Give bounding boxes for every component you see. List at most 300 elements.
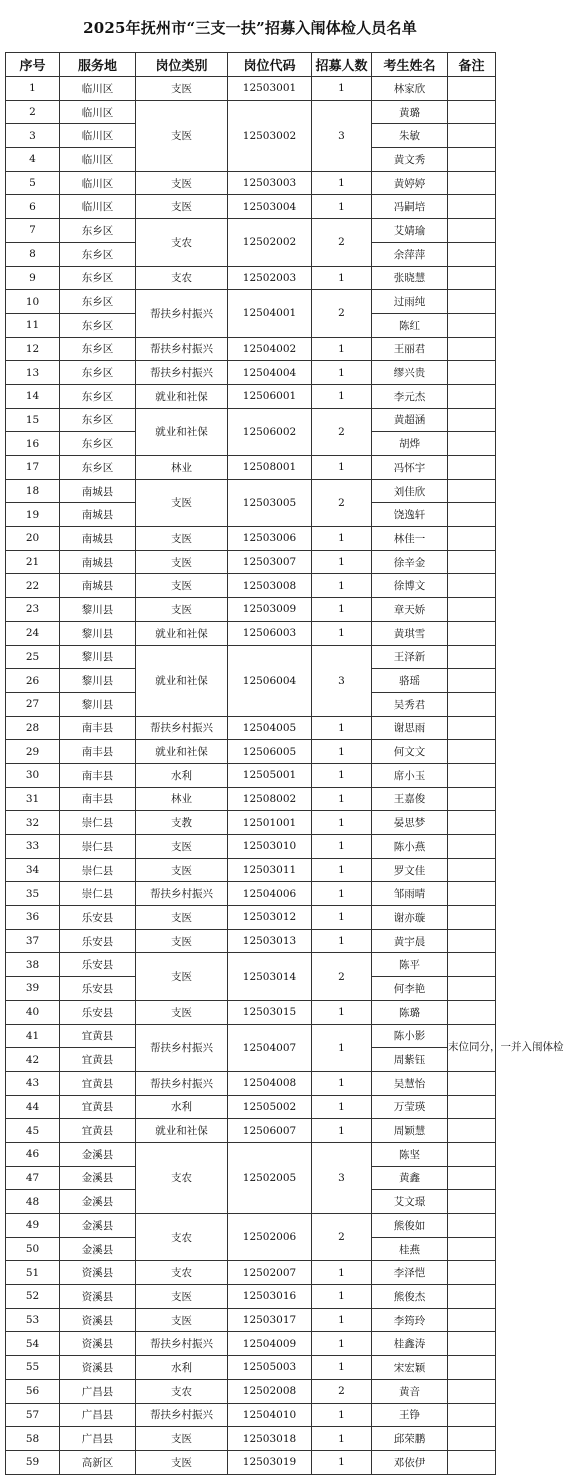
row-number-cell: 11 bbox=[6, 313, 60, 337]
post-category-cell: 帮扶乡村振兴 bbox=[136, 1024, 228, 1071]
row-number-cell: 12 bbox=[6, 337, 60, 361]
post-code-cell: 12503010 bbox=[228, 835, 312, 859]
row-number-cell: 55 bbox=[6, 1356, 60, 1380]
row-number-cell: 40 bbox=[6, 1000, 60, 1024]
row-number-cell: 44 bbox=[6, 1095, 60, 1119]
table-row bbox=[6, 740, 496, 764]
recruit-count-cell: 1 bbox=[312, 882, 372, 906]
service-location-cell: 资溪县 bbox=[60, 1308, 136, 1332]
post-category-cell: 帮扶乡村振兴 bbox=[136, 290, 228, 337]
remarks-cell bbox=[448, 1000, 496, 1024]
post-code-cell: 12503003 bbox=[228, 171, 312, 195]
service-location-cell: 临川区 bbox=[60, 148, 136, 172]
remarks-cell bbox=[448, 195, 496, 219]
service-location-cell: 临川区 bbox=[60, 77, 136, 101]
post-code-cell: 12503018 bbox=[228, 1427, 312, 1451]
post-code-cell: 12503015 bbox=[228, 1000, 312, 1024]
post-category-cell: 支医 bbox=[136, 195, 228, 219]
candidate-name-cell: 李泽恺 bbox=[372, 1261, 448, 1285]
candidate-name-cell: 陈小燕 bbox=[372, 835, 448, 859]
service-location-cell: 高新区 bbox=[60, 1450, 136, 1474]
recruit-count-cell: 1 bbox=[312, 811, 372, 835]
recruit-count-cell: 1 bbox=[312, 621, 372, 645]
remarks-cell bbox=[448, 1356, 496, 1380]
recruit-count-cell: 1 bbox=[312, 835, 372, 859]
candidate-name-cell: 胡烨 bbox=[372, 432, 448, 456]
candidate-name-cell: 艾婧瑜 bbox=[372, 219, 448, 243]
row-number-cell: 19 bbox=[6, 503, 60, 527]
remarks-cell bbox=[448, 1427, 496, 1451]
service-location-cell: 南城县 bbox=[60, 479, 136, 503]
remarks-cell bbox=[448, 621, 496, 645]
row-number-cell: 13 bbox=[6, 361, 60, 385]
row-number-cell: 53 bbox=[6, 1308, 60, 1332]
remarks-cell bbox=[448, 242, 496, 266]
column-header: 备注 bbox=[448, 53, 496, 77]
recruit-count-cell: 1 bbox=[312, 929, 372, 953]
post-category-cell: 支医 bbox=[136, 527, 228, 551]
candidate-name-cell: 吴秀君 bbox=[372, 692, 448, 716]
row-number-cell: 2 bbox=[6, 100, 60, 124]
service-location-cell: 宜黄县 bbox=[60, 1048, 136, 1072]
post-code-cell: 12503012 bbox=[228, 906, 312, 930]
row-number-cell: 5 bbox=[6, 171, 60, 195]
post-code-cell: 12503016 bbox=[228, 1285, 312, 1309]
candidate-name-cell: 朱敏 bbox=[372, 124, 448, 148]
table-row bbox=[6, 716, 496, 740]
post-category-cell: 支医 bbox=[136, 858, 228, 882]
row-number-cell: 7 bbox=[6, 219, 60, 243]
service-location-cell: 东乡区 bbox=[60, 408, 136, 432]
post-category-cell: 帮扶乡村振兴 bbox=[136, 1071, 228, 1095]
row-number-cell: 15 bbox=[6, 408, 60, 432]
table-row bbox=[6, 1308, 496, 1332]
recruit-count-cell: 1 bbox=[312, 550, 372, 574]
service-location-cell: 金溪县 bbox=[60, 1237, 136, 1261]
service-location-cell: 东乡区 bbox=[60, 384, 136, 408]
remarks-cell bbox=[448, 550, 496, 574]
candidate-name-cell: 王铮 bbox=[372, 1403, 448, 1427]
row-number-cell: 52 bbox=[6, 1285, 60, 1309]
recruit-count-cell: 3 bbox=[312, 100, 372, 171]
remarks-cell bbox=[448, 574, 496, 598]
row-number-cell: 38 bbox=[6, 953, 60, 977]
remarks-cell bbox=[448, 337, 496, 361]
row-number-cell: 30 bbox=[6, 763, 60, 787]
table-row bbox=[6, 763, 496, 787]
remarks-cell bbox=[448, 456, 496, 480]
table-row bbox=[6, 645, 496, 669]
service-location-cell: 乐安县 bbox=[60, 953, 136, 977]
post-category-cell: 支医 bbox=[136, 906, 228, 930]
recruit-count-cell: 1 bbox=[312, 1356, 372, 1380]
post-code-cell: 12502002 bbox=[228, 219, 312, 266]
recruit-count-cell: 1 bbox=[312, 1261, 372, 1285]
service-location-cell: 南丰县 bbox=[60, 763, 136, 787]
post-category-cell: 帮扶乡村振兴 bbox=[136, 361, 228, 385]
post-category-cell: 就业和社保 bbox=[136, 1119, 228, 1143]
post-category-cell: 就业和社保 bbox=[136, 621, 228, 645]
row-number-cell: 14 bbox=[6, 384, 60, 408]
recruit-count-cell: 1 bbox=[312, 77, 372, 101]
remarks-cell bbox=[448, 1308, 496, 1332]
candidate-name-cell: 周紫钰 bbox=[372, 1048, 448, 1072]
table-row bbox=[6, 479, 496, 503]
row-number-cell: 23 bbox=[6, 598, 60, 622]
row-number-cell: 32 bbox=[6, 811, 60, 835]
service-location-cell: 南丰县 bbox=[60, 740, 136, 764]
table-row bbox=[6, 100, 496, 124]
recruit-count-cell: 3 bbox=[312, 1142, 372, 1213]
row-number-cell: 39 bbox=[6, 977, 60, 1001]
remarks-cell bbox=[448, 1166, 496, 1190]
recruit-count-cell: 1 bbox=[312, 1071, 372, 1095]
service-location-cell: 金溪县 bbox=[60, 1214, 136, 1238]
candidate-name-cell: 王丽君 bbox=[372, 337, 448, 361]
remarks-cell bbox=[448, 408, 496, 432]
candidate-name-cell: 黄超涵 bbox=[372, 408, 448, 432]
post-code-cell: 12503014 bbox=[228, 953, 312, 1000]
service-location-cell: 黎川县 bbox=[60, 669, 136, 693]
service-location-cell: 崇仁县 bbox=[60, 882, 136, 906]
candidate-name-cell: 黄璐 bbox=[372, 100, 448, 124]
candidate-name-cell: 黄宇晨 bbox=[372, 929, 448, 953]
recruit-count-cell: 1 bbox=[312, 1095, 372, 1119]
candidate-name-cell: 谢思雨 bbox=[372, 716, 448, 740]
table-row bbox=[6, 835, 496, 859]
table-row bbox=[6, 1000, 496, 1024]
row-number-cell: 3 bbox=[6, 124, 60, 148]
service-location-cell: 东乡区 bbox=[60, 432, 136, 456]
service-location-cell: 崇仁县 bbox=[60, 858, 136, 882]
candidate-name-cell: 张晓慧 bbox=[372, 266, 448, 290]
recruit-count-cell: 2 bbox=[312, 479, 372, 526]
service-location-cell: 东乡区 bbox=[60, 219, 136, 243]
row-number-cell: 35 bbox=[6, 882, 60, 906]
table-row bbox=[6, 574, 496, 598]
service-location-cell: 宜黄县 bbox=[60, 1024, 136, 1048]
service-location-cell: 黎川县 bbox=[60, 692, 136, 716]
table-row bbox=[6, 550, 496, 574]
table-row bbox=[6, 953, 496, 977]
post-category-cell: 林业 bbox=[136, 456, 228, 480]
post-code-cell: 12503001 bbox=[228, 77, 312, 101]
recruit-count-cell: 1 bbox=[312, 598, 372, 622]
post-category-cell: 支医 bbox=[136, 100, 228, 171]
roster-table bbox=[5, 52, 564, 1475]
post-code-cell: 12503008 bbox=[228, 574, 312, 598]
post-code-cell: 12503017 bbox=[228, 1308, 312, 1332]
table-row bbox=[6, 882, 496, 906]
recruit-count-cell: 1 bbox=[312, 906, 372, 930]
candidate-name-cell: 黄文秀 bbox=[372, 148, 448, 172]
post-code-cell: 12504004 bbox=[228, 361, 312, 385]
column-header: 考生姓名 bbox=[372, 53, 448, 77]
recruit-count-cell: 2 bbox=[312, 953, 372, 1000]
row-number-cell: 25 bbox=[6, 645, 60, 669]
row-number-cell: 20 bbox=[6, 527, 60, 551]
candidate-name-cell: 晏思梦 bbox=[372, 811, 448, 835]
post-category-cell: 支医 bbox=[136, 1450, 228, 1474]
post-category-cell: 支医 bbox=[136, 1308, 228, 1332]
table-row bbox=[6, 195, 496, 219]
candidate-name-cell: 李元杰 bbox=[372, 384, 448, 408]
recruit-count-cell: 2 bbox=[312, 408, 372, 455]
row-number-cell: 37 bbox=[6, 929, 60, 953]
service-location-cell: 资溪县 bbox=[60, 1285, 136, 1309]
row-number-cell: 34 bbox=[6, 858, 60, 882]
remarks-cell bbox=[448, 906, 496, 930]
post-code-cell: 12504009 bbox=[228, 1332, 312, 1356]
table-row bbox=[6, 361, 496, 385]
candidate-name-cell: 陈坚 bbox=[372, 1142, 448, 1166]
remarks-cell bbox=[448, 598, 496, 622]
service-location-cell: 南城县 bbox=[60, 550, 136, 574]
candidate-name-cell: 饶逸轩 bbox=[372, 503, 448, 527]
service-location-cell: 东乡区 bbox=[60, 290, 136, 314]
service-location-cell: 乐安县 bbox=[60, 929, 136, 953]
post-category-cell: 就业和社保 bbox=[136, 408, 228, 455]
post-code-cell: 12506004 bbox=[228, 645, 312, 716]
recruit-count-cell: 2 bbox=[312, 1379, 372, 1403]
post-code-cell: 12504002 bbox=[228, 337, 312, 361]
row-number-cell: 50 bbox=[6, 1237, 60, 1261]
service-location-cell: 东乡区 bbox=[60, 456, 136, 480]
post-category-cell: 帮扶乡村振兴 bbox=[136, 1403, 228, 1427]
candidate-name-cell: 缪兴贵 bbox=[372, 361, 448, 385]
row-number-cell: 10 bbox=[6, 290, 60, 314]
candidate-name-cell: 陈璐 bbox=[372, 1000, 448, 1024]
recruit-count-cell: 2 bbox=[312, 290, 372, 337]
remarks-cell bbox=[448, 313, 496, 337]
remarks-cell bbox=[448, 929, 496, 953]
post-code-cell: 12503011 bbox=[228, 858, 312, 882]
column-header: 招募人数 bbox=[312, 53, 372, 77]
recruit-count-cell: 1 bbox=[312, 1450, 372, 1474]
remarks-cell bbox=[448, 361, 496, 385]
remarks-cell bbox=[448, 1071, 496, 1095]
remarks-cell bbox=[448, 479, 496, 503]
table-row bbox=[6, 858, 496, 882]
recruit-count-cell: 1 bbox=[312, 1119, 372, 1143]
candidate-name-cell: 王嘉俊 bbox=[372, 787, 448, 811]
post-code-cell: 12503006 bbox=[228, 527, 312, 551]
service-location-cell: 临川区 bbox=[60, 100, 136, 124]
table-row bbox=[6, 1214, 496, 1238]
service-location-cell: 金溪县 bbox=[60, 1190, 136, 1214]
service-location-cell: 东乡区 bbox=[60, 361, 136, 385]
candidate-name-cell: 章天娇 bbox=[372, 598, 448, 622]
row-number-cell: 57 bbox=[6, 1403, 60, 1427]
post-category-cell: 支农 bbox=[136, 219, 228, 266]
remarks-cell bbox=[448, 1332, 496, 1356]
remarks-cell bbox=[448, 977, 496, 1001]
post-code-cell: 12505003 bbox=[228, 1356, 312, 1380]
candidate-name-cell: 席小玉 bbox=[372, 763, 448, 787]
row-number-cell: 16 bbox=[6, 432, 60, 456]
candidate-name-cell: 冯嗣培 bbox=[372, 195, 448, 219]
row-number-cell: 17 bbox=[6, 456, 60, 480]
post-code-cell: 12505002 bbox=[228, 1095, 312, 1119]
remarks-cell bbox=[448, 219, 496, 243]
row-number-cell: 27 bbox=[6, 692, 60, 716]
recruit-count-cell: 1 bbox=[312, 858, 372, 882]
post-code-cell: 12506001 bbox=[228, 384, 312, 408]
recruit-count-cell: 1 bbox=[312, 787, 372, 811]
post-code-cell: 12505001 bbox=[228, 763, 312, 787]
table-row bbox=[6, 1379, 496, 1403]
table-row bbox=[6, 384, 496, 408]
service-location-cell: 黎川县 bbox=[60, 598, 136, 622]
row-number-cell: 51 bbox=[6, 1261, 60, 1285]
row-number-cell: 46 bbox=[6, 1142, 60, 1166]
table-row bbox=[6, 1095, 496, 1119]
remarks-cell bbox=[448, 835, 496, 859]
table-row bbox=[6, 1071, 496, 1095]
post-code-cell: 12502005 bbox=[228, 1142, 312, 1213]
table-row bbox=[6, 1450, 496, 1474]
post-category-cell: 水利 bbox=[136, 1356, 228, 1380]
post-code-cell: 12502006 bbox=[228, 1214, 312, 1261]
post-category-cell: 帮扶乡村振兴 bbox=[136, 1332, 228, 1356]
post-code-cell: 12504008 bbox=[228, 1071, 312, 1095]
table-row bbox=[6, 337, 496, 361]
service-location-cell: 崇仁县 bbox=[60, 811, 136, 835]
row-number-cell: 31 bbox=[6, 787, 60, 811]
recruit-count-cell: 2 bbox=[312, 1214, 372, 1261]
table-row bbox=[6, 1332, 496, 1356]
post-code-cell: 12504006 bbox=[228, 882, 312, 906]
post-category-cell: 帮扶乡村振兴 bbox=[136, 716, 228, 740]
service-location-cell: 崇仁县 bbox=[60, 835, 136, 859]
table-row bbox=[6, 266, 496, 290]
row-number-cell: 49 bbox=[6, 1214, 60, 1238]
row-number-cell: 21 bbox=[6, 550, 60, 574]
candidate-name-cell: 李筠玲 bbox=[372, 1308, 448, 1332]
remarks-cell bbox=[448, 1450, 496, 1474]
column-header: 岗位代码 bbox=[228, 53, 312, 77]
service-location-cell: 东乡区 bbox=[60, 266, 136, 290]
service-location-cell: 广昌县 bbox=[60, 1403, 136, 1427]
table-row bbox=[6, 290, 496, 314]
table-row bbox=[6, 1142, 496, 1166]
post-category-cell: 支教 bbox=[136, 811, 228, 835]
candidate-name-cell: 黄鑫 bbox=[372, 1166, 448, 1190]
row-number-cell: 56 bbox=[6, 1379, 60, 1403]
post-code-cell: 12504005 bbox=[228, 716, 312, 740]
recruit-count-cell: 1 bbox=[312, 361, 372, 385]
post-code-cell: 12508001 bbox=[228, 456, 312, 480]
service-location-cell: 东乡区 bbox=[60, 337, 136, 361]
row-number-cell: 18 bbox=[6, 479, 60, 503]
post-category-cell: 就业和社保 bbox=[136, 645, 228, 716]
candidate-name-cell: 徐博文 bbox=[372, 574, 448, 598]
remarks-cell bbox=[448, 811, 496, 835]
service-location-cell: 广昌县 bbox=[60, 1379, 136, 1403]
table-row bbox=[6, 598, 496, 622]
candidate-name-cell: 黄婷婷 bbox=[372, 171, 448, 195]
post-code-cell: 12503007 bbox=[228, 550, 312, 574]
candidate-name-cell: 余萍萍 bbox=[372, 242, 448, 266]
table-row bbox=[6, 1285, 496, 1309]
remarks-cell bbox=[448, 290, 496, 314]
remarks-cell bbox=[448, 77, 496, 101]
post-category-cell: 支医 bbox=[136, 574, 228, 598]
row-number-cell: 48 bbox=[6, 1190, 60, 1214]
table-row bbox=[6, 171, 496, 195]
remarks-cell bbox=[448, 1403, 496, 1427]
post-category-cell: 帮扶乡村振兴 bbox=[136, 337, 228, 361]
recruit-count-cell: 1 bbox=[312, 1000, 372, 1024]
table-row bbox=[6, 1427, 496, 1451]
recruit-count-cell: 1 bbox=[312, 527, 372, 551]
post-code-cell: 12506003 bbox=[228, 621, 312, 645]
candidate-name-cell: 陈小影 bbox=[372, 1024, 448, 1048]
post-category-cell: 支农 bbox=[136, 1142, 228, 1213]
row-number-cell: 4 bbox=[6, 148, 60, 172]
post-code-cell: 12506002 bbox=[228, 408, 312, 455]
post-code-cell: 12503013 bbox=[228, 929, 312, 953]
table-row bbox=[6, 77, 496, 101]
recruit-count-cell: 1 bbox=[312, 384, 372, 408]
service-location-cell: 资溪县 bbox=[60, 1261, 136, 1285]
row-number-cell: 47 bbox=[6, 1166, 60, 1190]
post-category-cell: 支农 bbox=[136, 266, 228, 290]
post-category-cell: 支医 bbox=[136, 1427, 228, 1451]
table-row bbox=[6, 621, 496, 645]
candidate-name-cell: 邹雨晴 bbox=[372, 882, 448, 906]
recruit-count-cell: 1 bbox=[312, 1024, 372, 1071]
service-location-cell: 广昌县 bbox=[60, 1427, 136, 1451]
candidate-name-cell: 邓依伊 bbox=[372, 1450, 448, 1474]
recruit-count-cell: 1 bbox=[312, 1308, 372, 1332]
candidate-name-cell: 邱荣鹏 bbox=[372, 1427, 448, 1451]
remarks-cell bbox=[448, 763, 496, 787]
candidate-name-cell: 何文文 bbox=[372, 740, 448, 764]
remarks-cell bbox=[448, 645, 496, 669]
remarks-cell bbox=[448, 740, 496, 764]
remarks-cell bbox=[448, 1379, 496, 1403]
service-location-cell: 东乡区 bbox=[60, 313, 136, 337]
candidate-name-cell: 林佳一 bbox=[372, 527, 448, 551]
remarks-cell bbox=[448, 1095, 496, 1119]
remarks-cell bbox=[448, 171, 496, 195]
service-location-cell: 东乡区 bbox=[60, 242, 136, 266]
remarks-cell bbox=[448, 503, 496, 527]
document-title: 2025年抚州市“三支一扶”招募入闱体检人员名单 bbox=[83, 19, 417, 37]
candidate-name-cell: 冯怀宇 bbox=[372, 456, 448, 480]
table-row bbox=[6, 1403, 496, 1427]
post-category-cell: 支医 bbox=[136, 835, 228, 859]
service-location-cell: 南城县 bbox=[60, 503, 136, 527]
row-number-cell: 1 bbox=[6, 77, 60, 101]
row-number-cell: 54 bbox=[6, 1332, 60, 1356]
recruit-count-cell: 1 bbox=[312, 716, 372, 740]
post-code-cell: 12503004 bbox=[228, 195, 312, 219]
remarks-cell bbox=[448, 1261, 496, 1285]
candidate-name-cell: 过雨纯 bbox=[372, 290, 448, 314]
post-category-cell: 支医 bbox=[136, 550, 228, 574]
post-code-cell: 12502007 bbox=[228, 1261, 312, 1285]
post-code-cell: 12504001 bbox=[228, 290, 312, 337]
recruit-count-cell: 1 bbox=[312, 1427, 372, 1451]
candidate-name-cell: 林家欣 bbox=[372, 77, 448, 101]
service-location-cell: 宜黄县 bbox=[60, 1071, 136, 1095]
column-header: 服务地 bbox=[60, 53, 136, 77]
service-location-cell: 黎川县 bbox=[60, 645, 136, 669]
table-row bbox=[6, 1261, 496, 1285]
remarks-cell bbox=[448, 124, 496, 148]
